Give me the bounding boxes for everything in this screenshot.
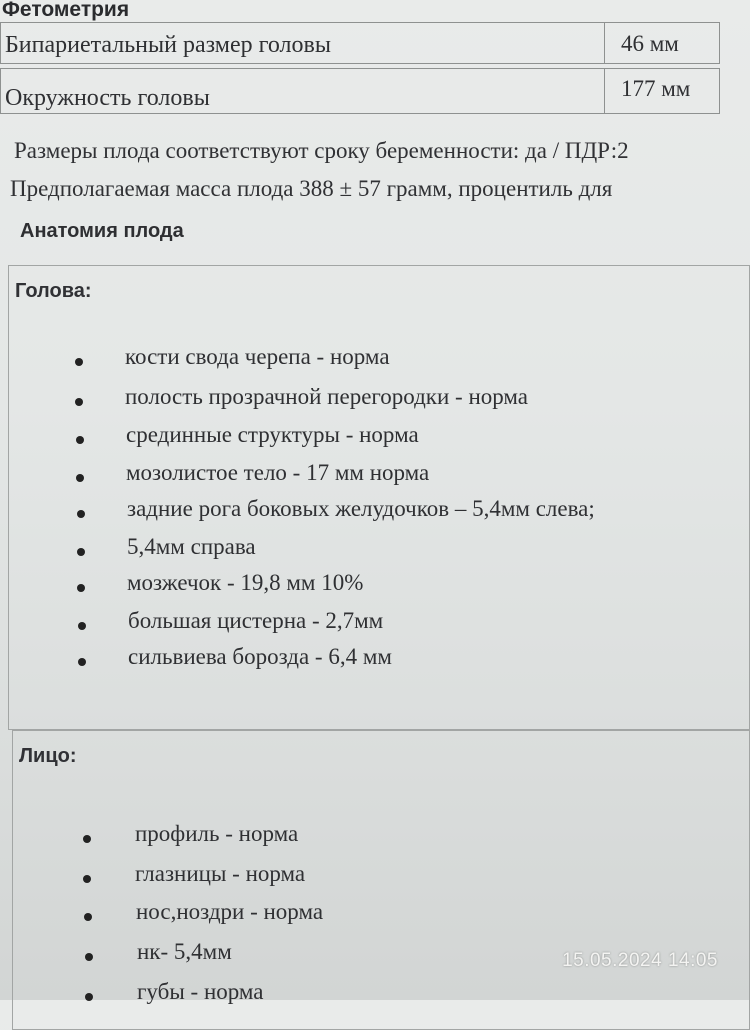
head-section: Голова: кости свода черепа - норма полость прозрачной перегородки - норма срединные структуры - норма мозолистое тело - 17 мм норма задние рога боковых желудочков – 5,4мм слева; 5,4мм справа мозжечок - 19,8 мм 10% большая цистерна - 2,7мм сильвиева борозда - 6,4 мм: [8, 265, 750, 730]
row-value-cell: [604, 22, 719, 64]
row-label: Бипариетальный размер головы: [5, 32, 331, 58]
photo-timestamp: 15.05.2024 14:05: [562, 950, 718, 971]
bullet-icon: [75, 358, 83, 366]
row-label: Окружность головы: [5, 85, 210, 111]
head-section-title: Голова:: [15, 280, 92, 302]
row-value: 177 мм: [621, 75, 691, 101]
face-section: Лицо: профиль - норма глазницы - норма нос,ноздри - норма нк- 5,4мм губы - норма: [12, 730, 750, 1030]
fetometry-row-head-circumference: [0, 68, 720, 114]
bullet-icon: [75, 398, 83, 406]
bullet-icon: [83, 875, 91, 883]
bullet-icon: [83, 835, 91, 843]
fetometry-title: Фетометрия: [2, 0, 130, 21]
bullet-icon: [77, 548, 85, 556]
summary-line-1: Размеры плода соответствуют сроку беременности: да / ПДР:2: [14, 138, 629, 163]
row-value: 46 мм: [621, 30, 679, 56]
bullet-icon: [78, 622, 86, 630]
bullet-icon: [85, 953, 93, 961]
row-value-cell: [604, 68, 719, 114]
bullet-icon: [78, 658, 86, 666]
anatomy-heading: Анатомия плода: [20, 220, 184, 242]
fetometry-row-bpd: [0, 22, 720, 64]
summary-line-2: Предполагаемая масса плода 388 ± 57 грамм, процентиль для: [10, 176, 613, 201]
bullet-icon: [76, 436, 84, 444]
face-section-title: Лицо:: [19, 745, 77, 767]
bullet-icon: [77, 584, 85, 592]
bullet-icon: [76, 474, 84, 482]
bullet-icon: [84, 913, 92, 921]
bullet-icon: [77, 510, 85, 518]
